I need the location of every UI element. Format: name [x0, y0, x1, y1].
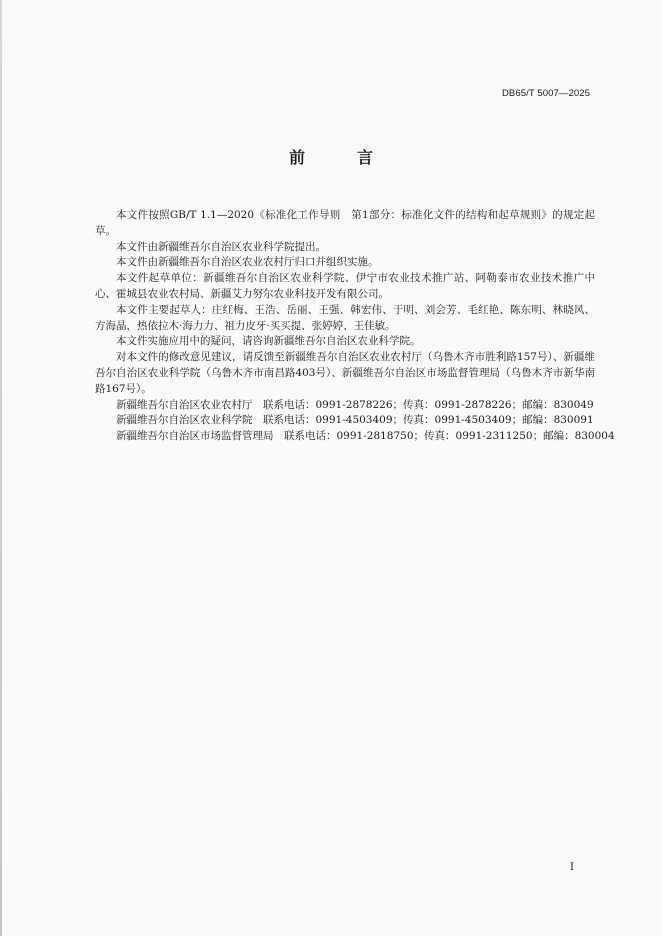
paragraph-proposer: 本文件由新疆维吾尔自治区农业科学院提出。: [116, 240, 326, 253]
document-code: DB65/T 5007—2025: [501, 88, 590, 99]
contact-line: 新疆维吾尔自治区农业科学院 联系电话：0991-4503409；传真：0991-4503409；邮编：830091: [116, 414, 594, 427]
paragraph-feedback: 对本文件的修改意见建议，请反馈至新疆维吾尔自治区农业农村厅（乌鲁木齐市胜利路157号）、新疆维吾尔自治区农业科学院（乌鲁木齐市南昌路403号）、新疆维吾尔自治区市场监督管理局（乌鲁木齐市新华南路167号）。: [95, 351, 595, 395]
paragraph-drafting-rules: 本文件按照GB/T 1.1—2020《标准化工作导则 第1部分：标准化文件的结构和起草规则》的规定起草。: [95, 209, 595, 237]
foreword-body: [95, 208, 615, 445]
paragraph-drafting-units: 本文件起草单位：新疆维吾尔自治区农业科学院、伊宁市农业技术推广站、阿勒泰市农业技术推广中心、霍城县农业农村局、新疆艾力努尔农业科技开发有限公司。: [95, 272, 595, 300]
page-number: I: [570, 862, 574, 873]
contact-line: 新疆维吾尔自治区农业农村厅 联系电话：0991-2878226；传真：0991-2878226；邮编：830049: [116, 398, 594, 411]
page-title: 前 言: [288, 148, 391, 167]
paragraph-inquiries: 本文件实施应用中的疑问，请咨询新疆维吾尔自治区农业科学院。: [116, 335, 421, 348]
paragraph-drafters: 本文件主要起草人：庄红梅、王浩、岳丽、王强、韩宏伟、于明、刘会芳、毛红艳、陈东明、林晓风、方海晶，热依拉木·海力力、祖力皮牙·买买提、张婷婷、王佳敏。: [95, 303, 595, 332]
contact-line: 新疆维吾尔自治区市场监督管理局 联系电话：0991-2818750；传真：0991-2311250；邮编：830004: [116, 430, 615, 443]
paragraph-administrator: 本文件由新疆维吾尔自治区农业农村厅归口并组织实施。: [116, 256, 379, 269]
